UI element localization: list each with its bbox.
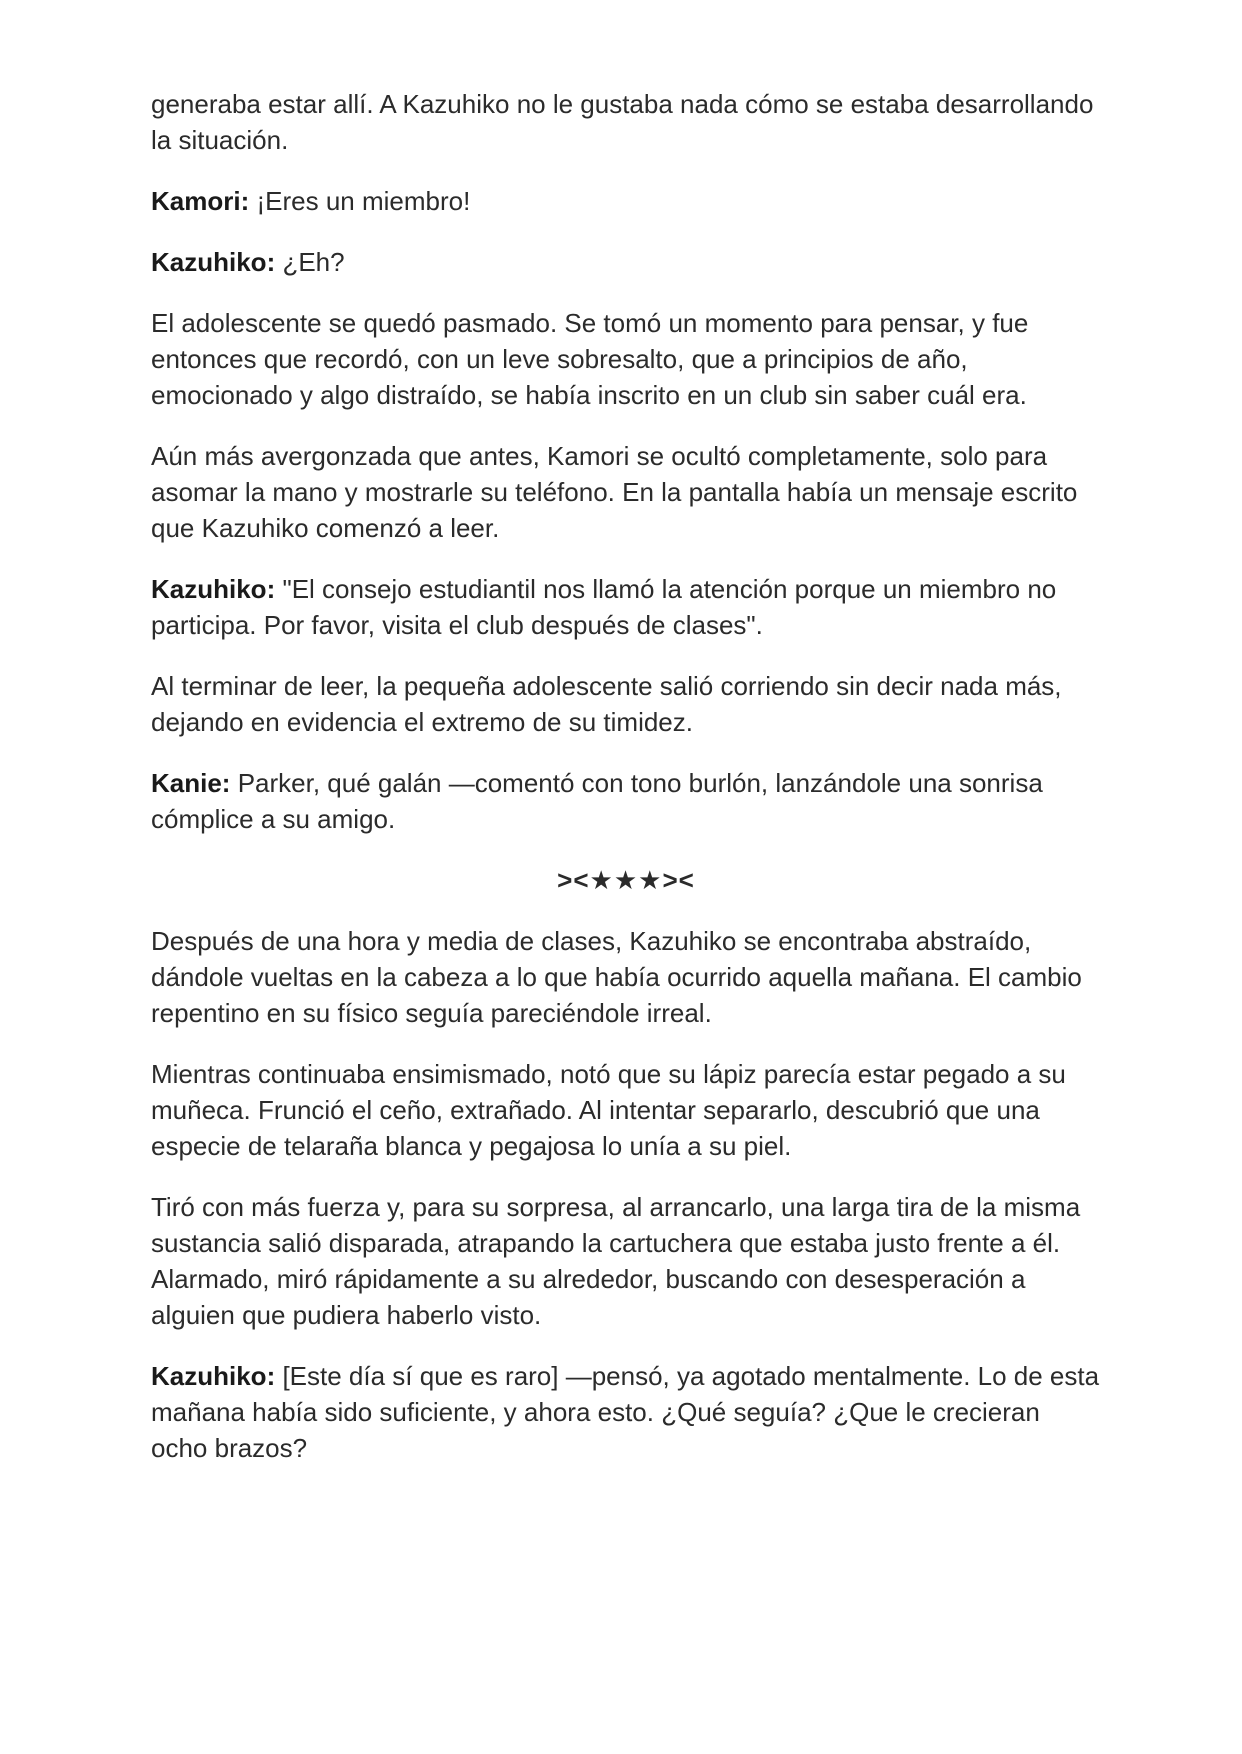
dialogue-text: ¡Eres un miembro!: [249, 186, 471, 216]
dialogue-line: [151, 571, 1101, 643]
speaker-name: Kazuhiko:: [151, 1361, 276, 1391]
paragraph-text: Mientras continuaba ensimismado, notó que su lápiz parecía estar pegado a su muñeca. Frunció el ceño, extrañado. Al intentar separarlo, descubrió que una especie de telaraña blanca y pegajosa lo unía a su piel.: [151, 1059, 1066, 1161]
paragraph: [151, 923, 1101, 1031]
dialogue-text: ¿Eh?: [275, 247, 345, 277]
paragraph-text: generaba estar allí. A Kazuhiko no le gustaba nada cómo se estaba desarrollando la situación.: [151, 89, 1094, 155]
document-page: [151, 86, 1101, 1491]
paragraph-text: Aún más avergonzada que antes, Kamori se ocultó completamente, solo para asomar la mano y mostrarle su teléfono. En la pantalla había un mensaje escrito que Kazuhiko comenzó a leer.: [151, 441, 1078, 543]
dialogue-text: "El consejo estudiantil nos llamó la atención porque un miembro no participa. Por favor, visita el club después de clases".: [151, 574, 1057, 640]
paragraph-text: Después de una hora y media de clases, Kazuhiko se encontraba abstraído, dándole vueltas en la cabeza a lo que había ocurrido aquella mañana. El cambio repentino en su físico seguía pareciéndole irreal.: [151, 926, 1082, 1028]
paragraph-text: El adolescente se quedó pasmado. Se tomó un momento para pensar, y fue entonces que recordó, con un leve sobresalto, que a principios de año, emocionado y algo distraído, se había inscrito en un club sin saber cuál era.: [151, 308, 1029, 410]
paragraph: [151, 86, 1101, 158]
dialogue-text: Parker, qué galán —comentó con tono burlón, lanzándole una sonrisa cómplice a su amigo.: [151, 768, 1043, 834]
dialogue-line: [151, 765, 1101, 837]
dialogue-line: [151, 1358, 1101, 1466]
dialogue-line: [151, 244, 1101, 280]
paragraph: [151, 668, 1101, 740]
speaker-name: Kamori:: [151, 186, 250, 216]
paragraph: [151, 1189, 1101, 1333]
dialogue-text: [Este día sí que es raro] —pensó, ya agotado mentalmente. Lo de esta mañana había sido suficiente, y ahora esto. ¿Qué seguía? ¿Que le crecieran ocho brazos?: [151, 1361, 1100, 1463]
dialogue-line: [151, 183, 1101, 219]
paragraph-text: Tiró con más fuerza y, para su sorpresa, al arrancarlo, una larga tira de la misma sustancia salió disparada, atrapando la cartuchera que estaba justo frente a él. Alarmado, miró rápidamente a su alrededor, buscando con desesperación a alguien que pudiera haberlo visto.: [151, 1192, 1081, 1330]
speaker-name: Kanie:: [151, 768, 231, 798]
paragraph: [151, 438, 1101, 546]
speaker-name: Kazuhiko:: [151, 574, 276, 604]
paragraph: [151, 305, 1101, 413]
speaker-name: Kazuhiko:: [151, 247, 276, 277]
scene-separator: ><★★★><: [557, 865, 695, 895]
paragraph: [151, 1056, 1101, 1164]
paragraph-text: Al terminar de leer, la pequeña adolescente salió corriendo sin decir nada más, dejando en evidencia el extremo de su timidez.: [151, 671, 1062, 737]
